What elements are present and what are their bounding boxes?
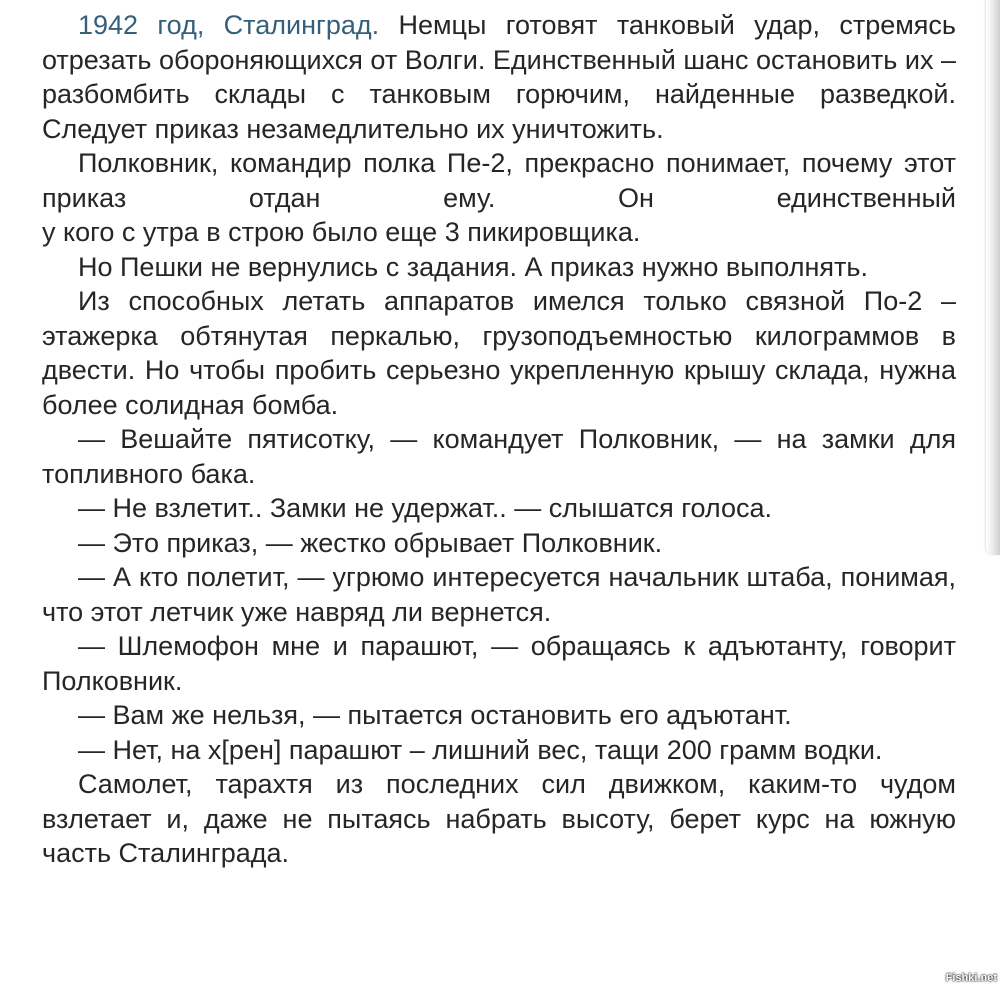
paragraph-9: — А кто полетит, — угрюмо интересуется начальник штаба, понимая, что этот летчик уже навряд ли вернется. [42, 562, 956, 627]
article-text [42, 8, 956, 871]
paragraph-6: — Вешайте пятисотку, — командует Полковник, — на замки для топливного бака. [42, 424, 956, 489]
scrollbar-thumb[interactable] [986, 0, 1000, 555]
lead-date-location: 1942 год, Сталинград. [78, 10, 380, 40]
paragraph-2: Полковник, командир полка Пе-2, прекрасно понимает, почему этот приказ отдан ему. Он единственный [42, 148, 956, 213]
paragraph-8: — Это приказ, — жестко обрывает Полковник. [78, 527, 663, 558]
paragraph-5: Из способных летать аппаратов имелся только связной По-2 – этажерка обтянутая перкалью, грузоподъемностью килограммов в двести. Но чтобы пробить серьезно укрепленную крышу склада, нужна более солидная бомба. [42, 286, 956, 420]
paragraph-10: — Шлемофон мне и парашют, — обращаясь к адъютанту, говорит Полковник. [42, 631, 956, 696]
paragraph-13: Самолет, тарахтя из последних сил движком, каким-то чудом взлетает и, даже не пытаясь набрать высоту, берет курс на южную часть Сталинграда. [42, 769, 956, 868]
paragraph-11: — Вам же нельзя, — пытается остановить его адъютант. [78, 700, 792, 730]
watermark: Fishki.net [945, 972, 997, 984]
paragraph-1 [42, 8, 956, 146]
paragraph-4: Но Пешки не вернулись с задания. А приказ нужно выполнять. [78, 251, 868, 282]
paragraph-7: — Не взлетит.. Замки не удержат.. — слышатся голоса. [78, 493, 772, 523]
paragraph-12: — Нет, на х[рен] парашют – лишний вес, тащи 200 грамм водки. [78, 734, 883, 765]
paragraph-1-body: Немцы готовят танковый удар, стремясь отрезать обороняющихся от Волги. Единственный шанс остановить их – разбомбить склады с танковым горючим, найденные разведкой. Следует приказ незамедлительно их уничтожить. [42, 10, 956, 144]
paragraph-3: у кого с утра в строю было еще 3 пикировщика. [42, 217, 641, 247]
